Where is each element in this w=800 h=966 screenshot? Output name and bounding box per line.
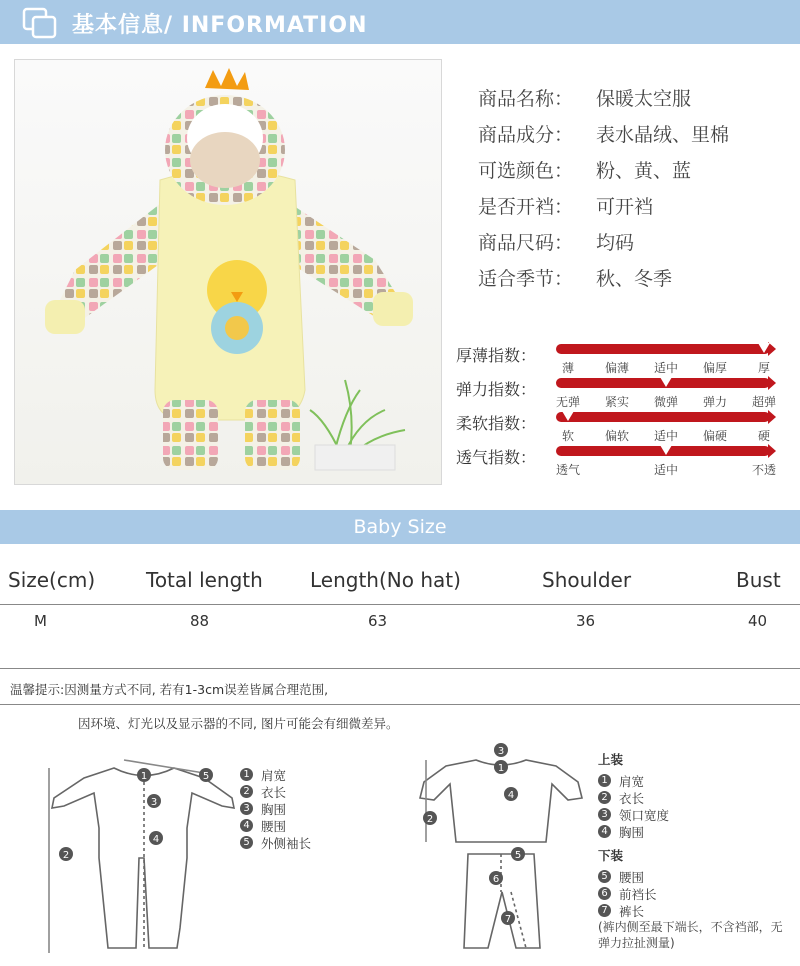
note-line-1: 温馨提示:因测量方式不同, 若有1-3cm误差皆属合理范围, xyxy=(10,682,329,697)
index-option: 微弹 xyxy=(653,395,679,409)
svg-text:3: 3 xyxy=(497,746,505,757)
index-option: 不透 xyxy=(751,463,777,477)
info-row xyxy=(478,84,729,120)
legend-label: 裤长 xyxy=(619,903,645,919)
legend-item xyxy=(598,806,794,823)
index-option: 紧实 xyxy=(604,395,630,409)
number-badge: 6 xyxy=(598,887,611,900)
svg-text:5: 5 xyxy=(514,850,522,861)
index-label: 弹力指数： xyxy=(456,380,537,399)
index-label: 柔软指数： xyxy=(456,414,537,433)
size-header-total-length: Total length xyxy=(146,568,263,592)
index-option: 适中 xyxy=(653,463,679,477)
size-cell: 36 xyxy=(576,612,596,630)
left-legend xyxy=(240,766,311,851)
index-row xyxy=(456,443,796,477)
legend-item xyxy=(598,772,794,789)
copy-icon xyxy=(20,6,60,40)
index-label: 厚薄指数： xyxy=(456,346,537,365)
svg-text:4: 4 xyxy=(152,834,160,845)
table-divider xyxy=(0,604,800,605)
legend-label: 腰围 xyxy=(619,869,645,885)
legend-label: 肩宽 xyxy=(261,767,287,783)
legend-item xyxy=(240,783,311,800)
size-cell: 63 xyxy=(368,612,388,630)
legend-label: 肩宽 xyxy=(619,773,645,789)
index-option: 透气 xyxy=(555,463,581,477)
product-info-list xyxy=(478,84,729,300)
attribute-indices xyxy=(456,341,796,477)
number-badge: 1 xyxy=(240,768,253,781)
svg-text:3: 3 xyxy=(150,797,158,808)
size-header-shoulder: Shoulder xyxy=(542,568,632,592)
info-row xyxy=(478,264,729,300)
info-row xyxy=(478,120,729,156)
legend-item xyxy=(598,868,794,885)
index-option: 偏薄 xyxy=(604,361,630,375)
legend-note: (裤内侧至最下端长，不含裆部，无弹力拉扯测量) xyxy=(598,920,783,950)
legend-title-top: 上装 xyxy=(598,752,624,767)
legend-item xyxy=(240,766,311,783)
info-value: 秋、冬季 xyxy=(596,268,673,290)
legend-label: 领口宽度 xyxy=(619,807,670,823)
index-option: 适中 xyxy=(653,429,679,443)
size-header-length-no-hat: Length(No hat) xyxy=(310,568,461,592)
product-photo xyxy=(14,59,442,485)
index-bar xyxy=(556,412,770,422)
number-badge: 2 xyxy=(240,785,253,798)
info-key: 商品尺码： xyxy=(478,232,574,254)
index-selected-marker xyxy=(660,445,672,455)
index-option: 软 xyxy=(561,429,575,443)
svg-text:6: 6 xyxy=(492,874,500,885)
index-option: 硬 xyxy=(757,429,771,443)
svg-text:1: 1 xyxy=(497,763,505,774)
legend-label: 衣长 xyxy=(261,784,287,800)
index-selected-marker xyxy=(562,411,574,421)
legend-label: 衣长 xyxy=(619,790,645,806)
number-badge: 5 xyxy=(598,870,611,883)
number-badge: 3 xyxy=(598,808,611,821)
svg-text:7: 7 xyxy=(504,914,512,925)
info-value: 均码 xyxy=(596,232,635,254)
number-badge: 4 xyxy=(598,825,611,838)
info-value: 表水晶绒、里棉 xyxy=(596,124,730,146)
number-badge: 1 xyxy=(598,774,611,787)
index-option: 偏厚 xyxy=(702,361,728,375)
index-row xyxy=(456,375,796,409)
number-badge: 4 xyxy=(240,819,253,832)
svg-text:2: 2 xyxy=(426,814,434,825)
index-option: 超弹 xyxy=(751,395,777,409)
index-option: 偏软 xyxy=(604,429,630,443)
info-value: 可开裆 xyxy=(596,196,654,218)
legend-label: 前裆长 xyxy=(619,886,657,902)
index-option: 弹力 xyxy=(702,395,728,409)
svg-text:2: 2 xyxy=(62,850,70,861)
header-title: 基本信息/ INFORMATION xyxy=(72,13,368,38)
legend-item xyxy=(240,834,311,851)
legend-label: 外侧袖长 xyxy=(261,835,312,851)
info-key: 商品名称： xyxy=(478,88,574,110)
svg-text:5: 5 xyxy=(202,771,210,782)
index-selected-marker xyxy=(758,343,770,353)
index-option: 薄 xyxy=(561,361,575,375)
info-row xyxy=(478,192,729,228)
info-key: 商品成分： xyxy=(478,124,574,146)
two-piece-measurement-diagram xyxy=(416,742,596,958)
index-selected-marker xyxy=(660,377,672,387)
legend-label: 胸围 xyxy=(261,801,287,817)
index-options xyxy=(555,461,777,477)
svg-text:4: 4 xyxy=(507,790,515,801)
legend-item xyxy=(240,817,311,834)
legend-label: 腰围 xyxy=(261,818,287,834)
size-cell: 40 xyxy=(748,612,768,630)
index-label: 透气指数： xyxy=(456,448,537,467)
right-legend xyxy=(598,750,794,951)
index-options xyxy=(556,359,774,375)
info-row xyxy=(478,156,729,192)
info-value: 保暖太空服 xyxy=(596,88,692,110)
size-header-bust: Bust xyxy=(736,568,781,592)
size-header-size: Size(cm) xyxy=(8,568,96,592)
index-option: 适中 xyxy=(653,361,679,375)
info-key: 可选颜色： xyxy=(478,160,574,182)
info-key: 适合季节： xyxy=(478,268,574,290)
baby-size-band: Baby Size xyxy=(0,510,800,544)
note-line-2: 因环境、灯光以及显示器的不同, 图片可能会有细微差异。 xyxy=(78,716,399,731)
legend-item xyxy=(598,789,794,806)
size-cell: M xyxy=(34,612,47,630)
legend-title-bottom: 下装 xyxy=(598,848,624,863)
size-cell: 88 xyxy=(190,612,210,630)
svg-text:1: 1 xyxy=(140,771,148,782)
baby-snowsuit-image xyxy=(15,60,442,485)
number-badge: 3 xyxy=(240,802,253,815)
number-badge: 2 xyxy=(598,791,611,804)
index-options xyxy=(556,427,774,443)
legend-item xyxy=(598,902,794,919)
onesie-measurement-diagram xyxy=(44,748,244,958)
info-value: 粉、黄、蓝 xyxy=(596,160,692,182)
index-option: 偏硬 xyxy=(702,429,728,443)
number-badge: 5 xyxy=(240,836,253,849)
legend-item xyxy=(598,823,794,840)
info-row xyxy=(478,228,729,264)
index-options xyxy=(555,393,777,409)
index-bar xyxy=(556,344,770,354)
note-divider xyxy=(0,704,800,705)
info-header-bar xyxy=(0,0,800,44)
index-option: 无弹 xyxy=(555,395,581,409)
index-row xyxy=(456,341,796,375)
table-divider xyxy=(0,668,800,669)
legend-item xyxy=(598,885,794,902)
legend-label: 胸围 xyxy=(619,824,645,840)
index-row xyxy=(456,409,796,443)
index-option: 厚 xyxy=(757,361,771,375)
info-key: 是否开裆： xyxy=(478,196,574,218)
number-badge: 7 xyxy=(598,904,611,917)
legend-item xyxy=(240,800,311,817)
